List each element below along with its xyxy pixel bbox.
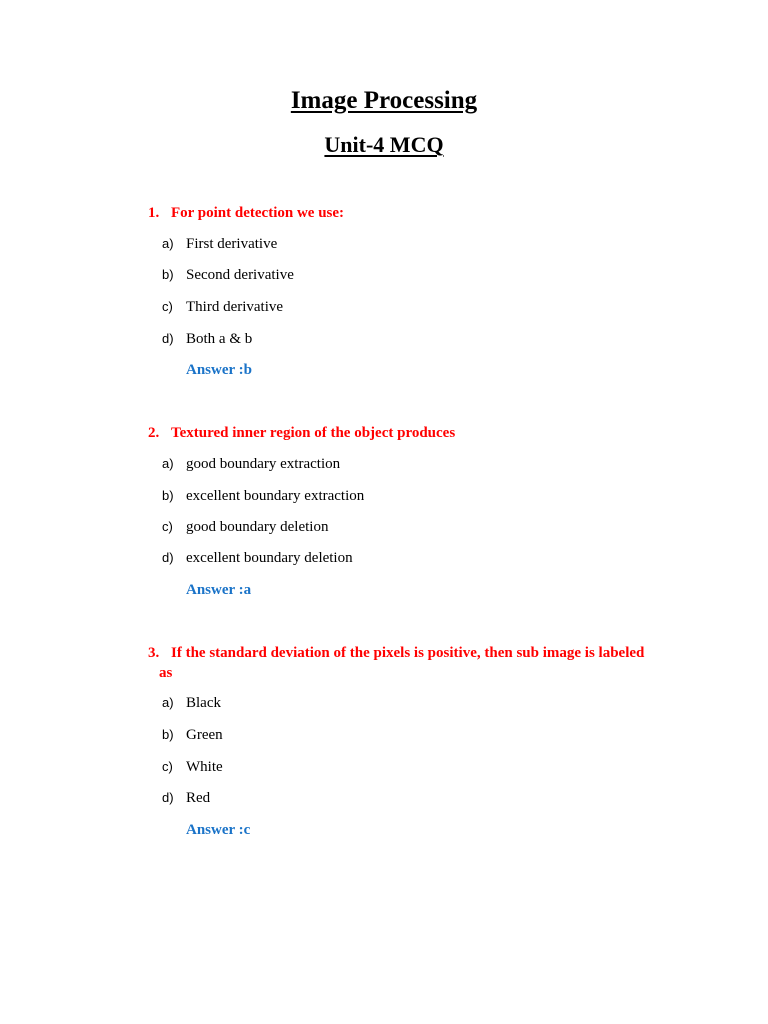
option-text: good boundary deletion xyxy=(186,519,329,535)
option-1d xyxy=(162,329,252,349)
option-2a xyxy=(162,454,340,474)
option-3b xyxy=(162,725,223,745)
option-letter: d) xyxy=(162,331,174,346)
option-text: Second derivative xyxy=(186,267,294,283)
option-letter: d) xyxy=(162,790,174,805)
option-text: excellent boundary extraction xyxy=(186,488,365,504)
answer-1: Answer :b xyxy=(186,362,252,378)
question-text: If the standard deviation of the pixels is positive, then sub image is labeled xyxy=(171,645,645,661)
option-text: Red xyxy=(186,790,211,806)
option-3c xyxy=(162,757,223,777)
option-1c xyxy=(162,297,283,317)
option-text: Both a & b xyxy=(186,331,253,347)
option-letter: a) xyxy=(162,456,174,471)
option-letter: b) xyxy=(162,488,174,503)
option-text: excellent boundary deletion xyxy=(186,550,353,566)
answer-2: Answer :a xyxy=(186,582,252,598)
question-text-continued: as xyxy=(159,665,173,681)
option-letter: d) xyxy=(162,550,174,565)
option-letter: b) xyxy=(162,267,174,282)
option-letter: b) xyxy=(162,727,174,742)
option-3a xyxy=(162,693,221,713)
option-2b xyxy=(162,486,364,506)
page-title: Image Processing xyxy=(290,87,478,114)
question-3 xyxy=(148,643,668,683)
option-letter: c) xyxy=(162,759,173,774)
option-letter: c) xyxy=(162,299,173,314)
option-letter: a) xyxy=(162,695,174,710)
option-1a xyxy=(162,234,277,254)
option-2d xyxy=(162,548,353,568)
option-3d xyxy=(162,788,210,808)
question-text: Textured inner region of the object produces xyxy=(171,425,456,441)
option-letter: a) xyxy=(162,236,174,251)
option-2c xyxy=(162,517,328,537)
option-text: good boundary extraction xyxy=(186,456,341,472)
question-text: For point detection we use: xyxy=(171,205,345,221)
option-text: Third derivative xyxy=(186,299,284,315)
option-text: Black xyxy=(186,695,221,711)
question-2 xyxy=(148,423,668,443)
question-number: 3. xyxy=(148,645,160,661)
option-text: White xyxy=(186,759,223,775)
option-letter: c) xyxy=(162,519,173,534)
page-subtitle: Unit-4 MCQ xyxy=(324,132,444,157)
question-number: 2. xyxy=(148,425,160,441)
question-1 xyxy=(148,203,668,223)
option-text: Green xyxy=(186,727,223,743)
question-number: 1. xyxy=(148,205,160,221)
option-text: First derivative xyxy=(186,236,278,252)
option-1b xyxy=(162,265,294,285)
answer-3: Answer :c xyxy=(186,822,251,838)
